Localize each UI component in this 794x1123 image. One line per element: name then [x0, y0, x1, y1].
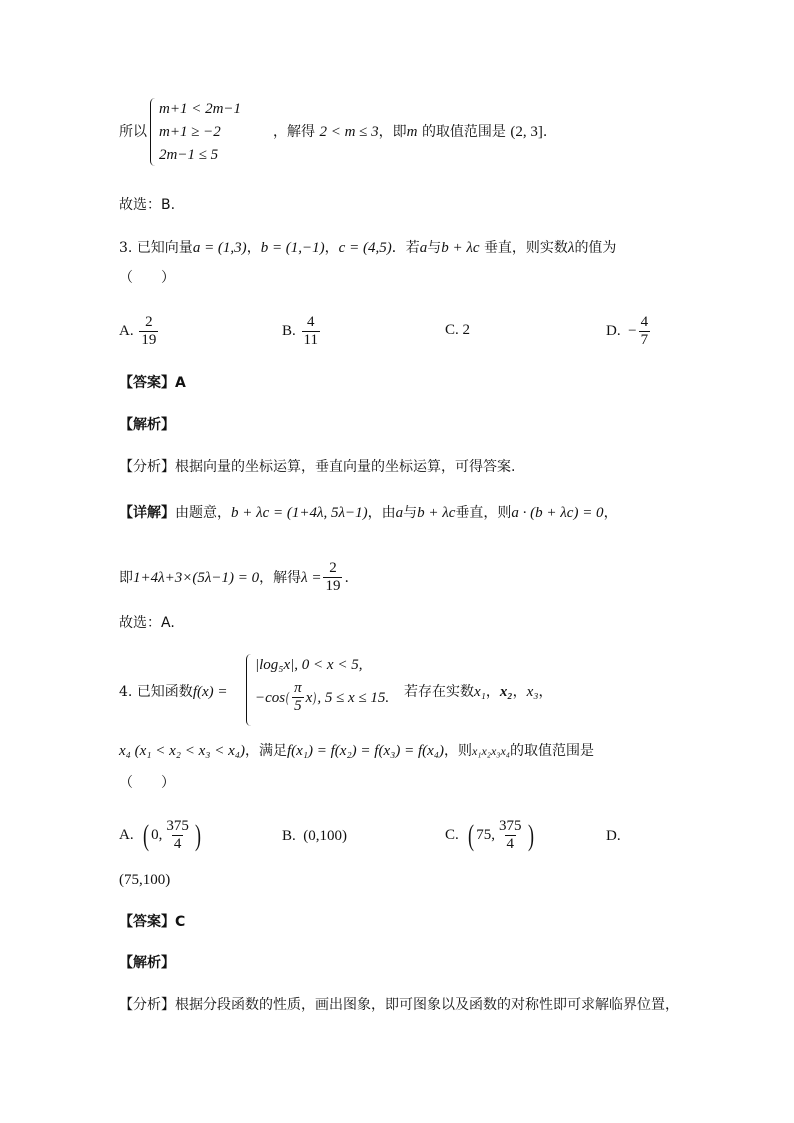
- fraction: $\frac{2}{19}$: [325, 560, 341, 594]
- q3-blank: （ ）: [119, 270, 175, 286]
- fraction: $\frac{4}{11}$: [303, 314, 318, 348]
- q2-prefix: 所以: [119, 124, 147, 140]
- q4-option-d: D.: [606, 828, 621, 844]
- system-row: m+1 < 2m−1: [159, 101, 242, 117]
- case-2: −cos ( $\frac{\pi}{5}$ x ) , 5 ≤ x ≤ 15.: [255, 680, 390, 714]
- system-row: 2m−1 ≤ 5: [159, 147, 219, 163]
- q4-option-a: A. ( 0, $\frac{375}{4}$ ): [119, 818, 201, 852]
- q4-analysis-head: 【解析】: [119, 955, 175, 971]
- q4-stem-end: 若存在实数x₁，x₂，x₃，: [404, 684, 553, 700]
- q3-answer: 【答案】A: [119, 375, 186, 391]
- left-brace: [246, 654, 251, 726]
- case-1: |log₅x|, 0 < x < 5,: [255, 657, 363, 673]
- q3-detail-2: 即 1+4λ+3×(5λ−1) = 0 ，解得 λ = $\frac{2}{19}$ .: [119, 560, 349, 594]
- q3-analysis-head: 【解析】: [119, 417, 175, 433]
- q3-analysis: 【分析】根据向量的坐标运算，垂直向量的坐标运算，可得答案.: [119, 459, 516, 475]
- q2-solve-line: ，解得 2 < m ≤ 3，即m 的取值范围是 (2, 3].: [273, 124, 548, 140]
- q3-option-d: D. − $\frac{4}{7}$: [606, 314, 649, 348]
- q4-line2: x₄ (x₁ < x₂ < x₃ < x₄)，满足f(x₁) = f(x₂) = f(x₃) = f(x₄)，则x₁x₂x₃x₄的取值范围是: [119, 743, 594, 759]
- q3-option-c: C. 2: [445, 322, 471, 338]
- fraction: $\frac{375}{4}$: [499, 818, 522, 852]
- fraction: $\frac{4}{7}$: [640, 314, 649, 348]
- q4-stem-start: 4. 已知函数f(x) =: [119, 684, 228, 700]
- q2-conclusion: 故选：B.: [119, 197, 176, 213]
- q4-piecewise: [246, 654, 389, 726]
- q4-option-d-value: (75,100): [119, 872, 171, 888]
- system-row: m+1 ≥ −2: [159, 124, 221, 140]
- fraction: $\frac{\pi}{5}$: [294, 680, 302, 714]
- system-rows: [159, 98, 241, 166]
- q3-stem: 3. 已知向量a = (1,3)，b = (1,−1)，c = (4,5)．若a与b + λc 垂直，则实数λ的值为: [119, 240, 617, 256]
- fraction: $\frac{2}{19}$: [141, 314, 157, 348]
- q4-blank: （ ）: [119, 775, 175, 791]
- fraction: $\frac{375}{4}$: [166, 818, 189, 852]
- piecewise-rows: [255, 654, 389, 726]
- q4-analysis: 【分析】根据分段函数的性质，画出图象，即可图象以及函数的对称性即可求解临界位置，: [119, 997, 679, 1013]
- q4-answer: 【答案】C: [119, 914, 186, 930]
- q3-option-b: B. $\frac{4}{11}$: [282, 314, 318, 348]
- left-brace: [150, 98, 155, 166]
- q4-option-b: B. (0,100): [282, 828, 348, 844]
- q2-system: [150, 98, 241, 166]
- q3-detail: 【详解】由题意，b + λc = (1+4λ, 5λ−1)，由a与b + λc垂直，则a · (b + λc) = 0，: [119, 505, 618, 521]
- q4-option-c: C. ( 75, $\frac{375}{4}$ ): [445, 818, 534, 852]
- q3-conclusion: 故选：A.: [119, 615, 175, 631]
- q3-option-a: A. $\frac{2}{19}$: [119, 314, 157, 348]
